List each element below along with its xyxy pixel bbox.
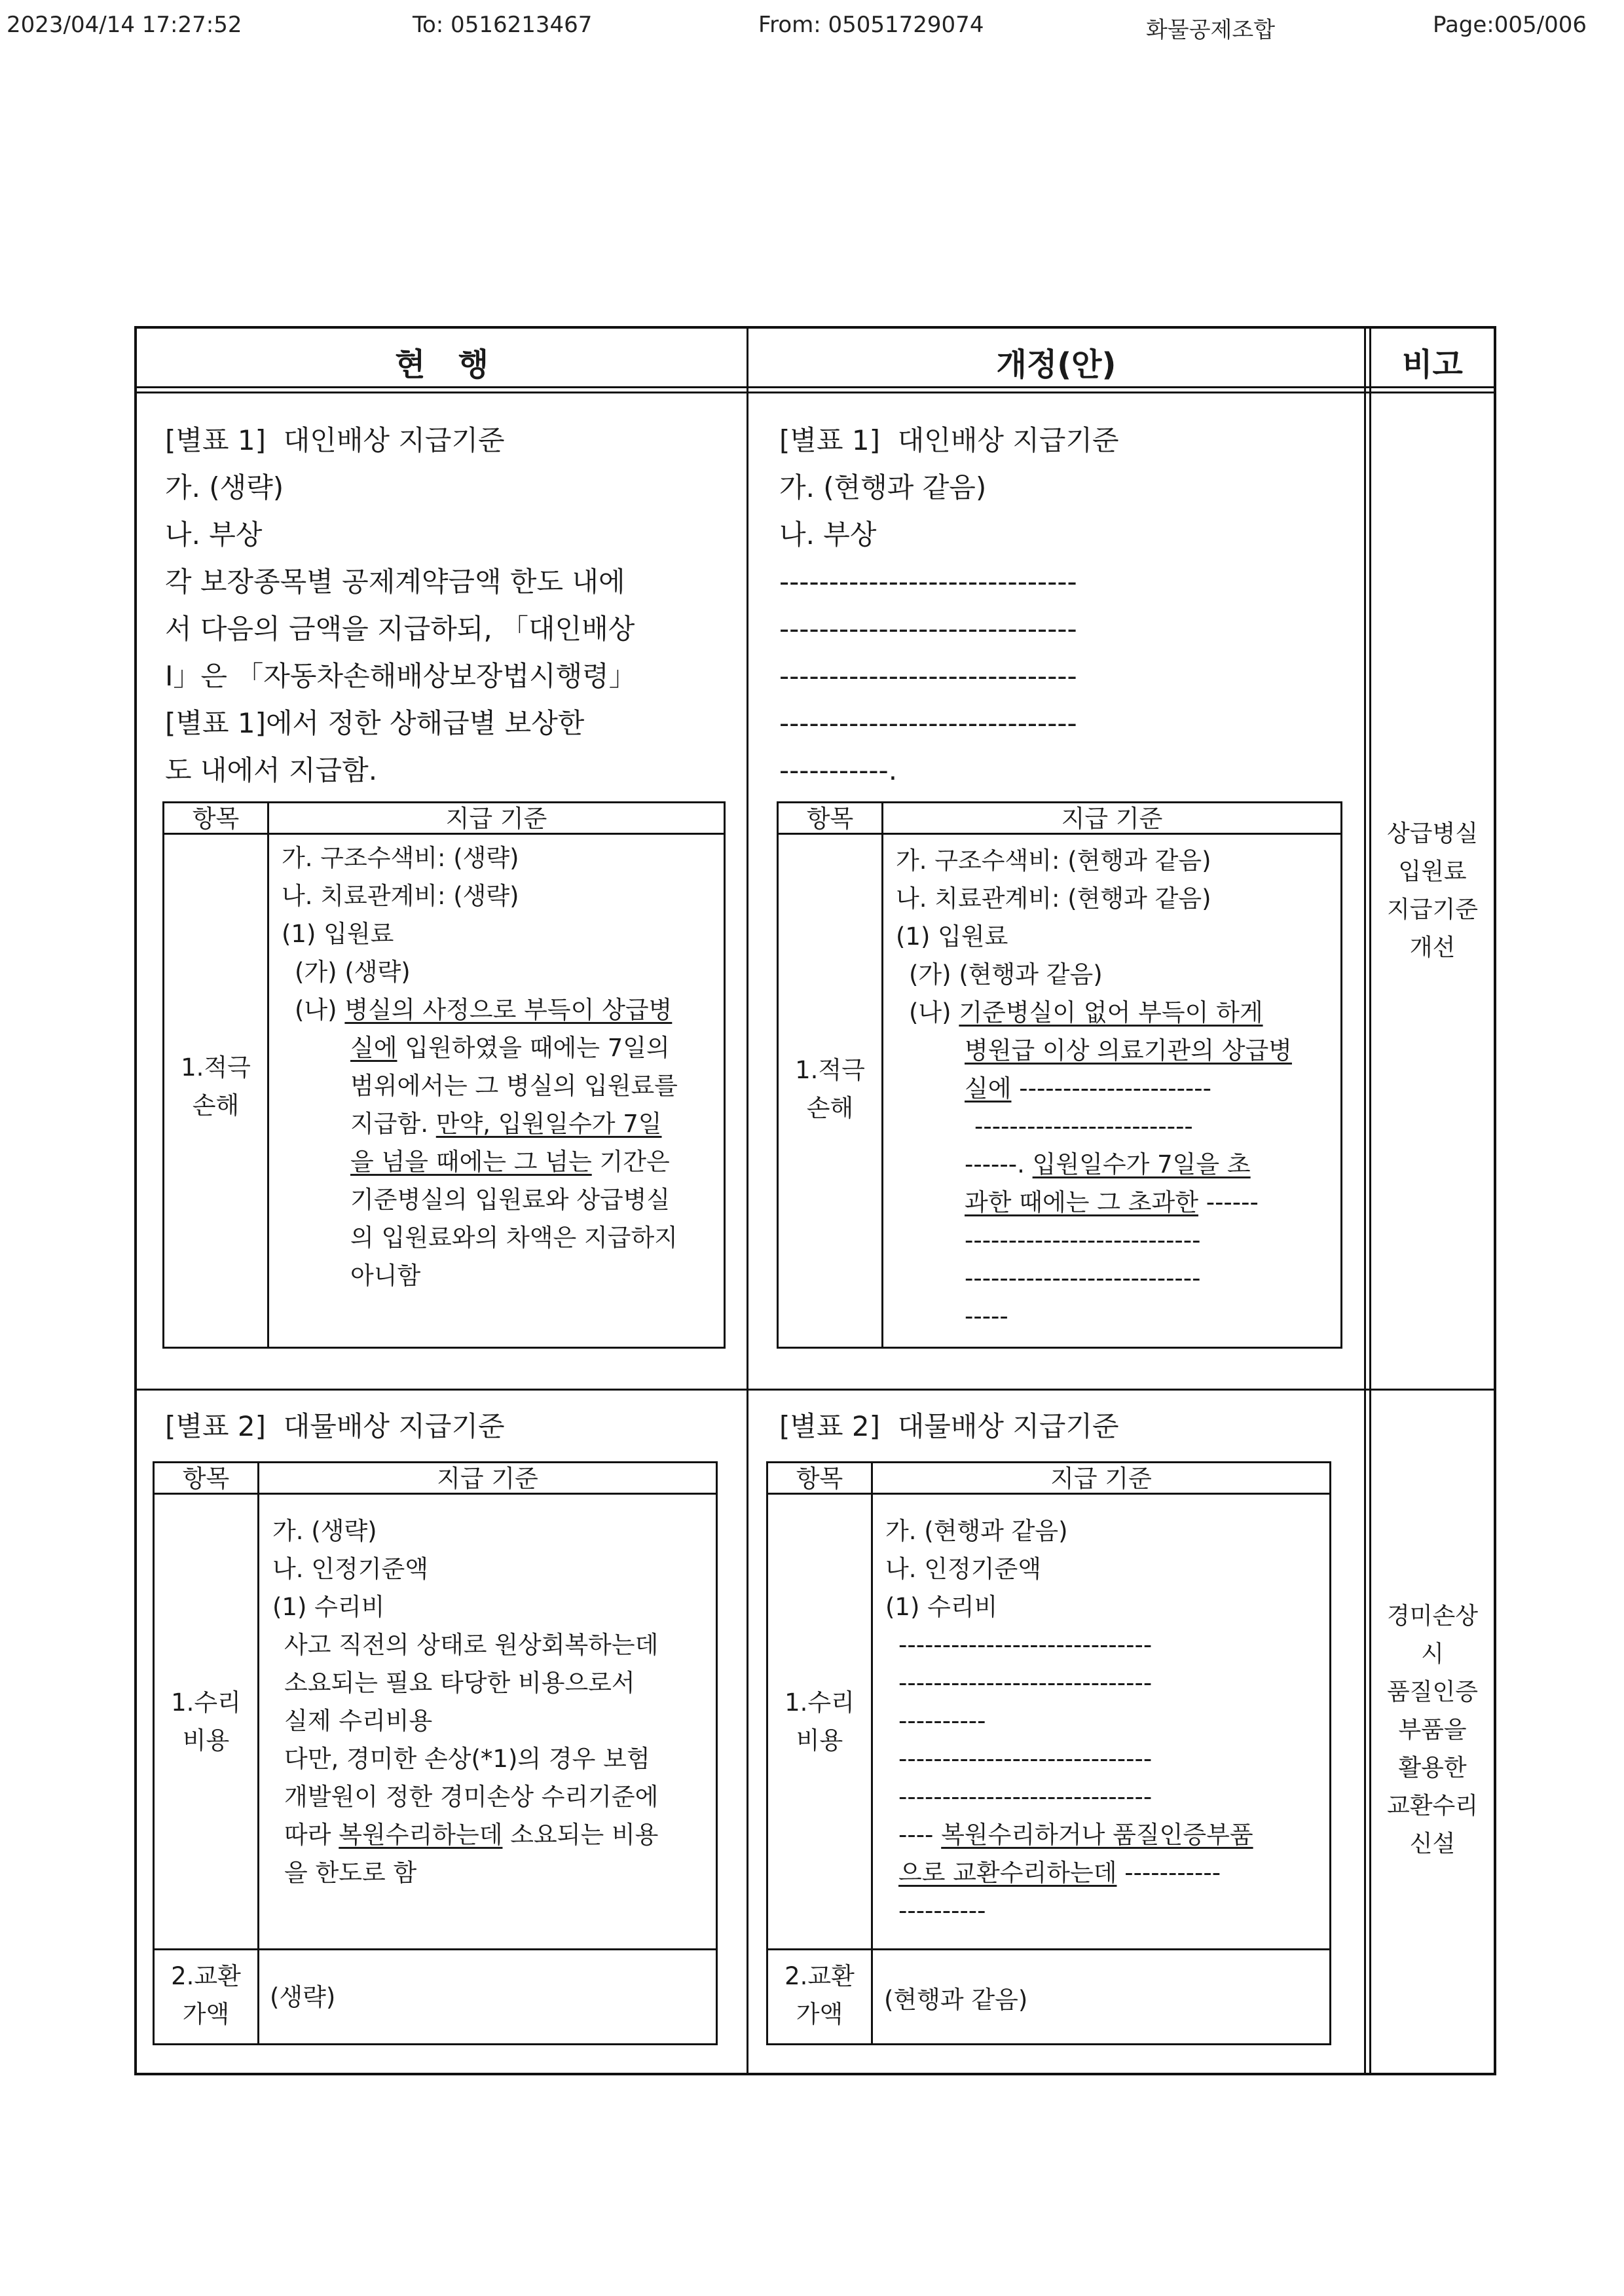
remark-line: 교환수리 <box>1386 1793 1479 1819</box>
criteria-line: 따라 복원수리하는데 소요되는 비용 <box>284 1821 659 1849</box>
criteria-line: (나) 기준병실이 없어 부득이 하게 <box>909 998 1263 1027</box>
section1-revised-item-ga: 가. (현행과 같음) <box>779 471 987 503</box>
criteria-line: 나. 인정기준액 <box>272 1555 428 1583</box>
section2-current-col-criteria: 지급 기준 <box>437 1465 538 1493</box>
criteria-line: 으로 교환수리하는데 ----------- <box>898 1859 1221 1887</box>
section1-current-row-label: 1.적극 <box>181 1053 251 1082</box>
criteria-line: 가. 구조수색비: (생략) <box>282 844 519 872</box>
criteria-line: 병원급 이상 의료기관의 상급병 <box>965 1036 1292 1065</box>
criteria-line: 나. 인정기준액 <box>885 1555 1041 1583</box>
criteria-line: ----------------------------- <box>898 1745 1153 1773</box>
criteria-line: 다만, 경미한 손상(*1)의 경우 보험 <box>284 1745 650 1773</box>
criteria-line: (1) 입원료 <box>282 920 394 948</box>
remark-line: 신설 <box>1409 1831 1456 1857</box>
criteria-line: (1) 입원료 <box>896 922 1008 951</box>
section1-revised-dash-line: ------------------------------ <box>779 566 1077 598</box>
section1-revised-dash-line: ------------------------------ <box>779 613 1077 645</box>
criteria-line: 가. (생략) <box>272 1517 377 1545</box>
criteria-line: ----- <box>965 1302 1008 1330</box>
criteria-line: ---------- <box>898 1707 986 1735</box>
section1-current-para-line: 도 내에서 지급함. <box>165 754 378 786</box>
section2-revised-row2-label: 가액 <box>796 2000 843 2028</box>
criteria-line: (1) 수리비 <box>885 1593 998 1621</box>
section1-current-item-na: 나. 부상 <box>165 519 263 551</box>
section2-revised-row1-label: 비용 <box>796 1726 843 1755</box>
criteria-line: --------------------------- <box>965 1226 1201 1254</box>
section1-revised-item-na: 나. 부상 <box>779 519 877 551</box>
remark-line: 활용한 <box>1398 1755 1467 1781</box>
section1-current-para-line: Ⅰ」은 「자동차손해배상보장법시행령」 <box>165 660 637 692</box>
criteria-line: ------------------------- <box>974 1112 1193 1140</box>
criteria-line: (가) (생략) <box>295 958 411 986</box>
criteria-line: 기준병실의 입원료와 상급병실 <box>350 1186 671 1214</box>
criteria-line: ---- 복원수리하거나 품질인증부품 <box>898 1821 1253 1849</box>
criteria-line: ----------------------------- <box>898 1783 1153 1811</box>
section2-current-title: [별표 2] 대물배상 지급기준 <box>165 1410 505 1442</box>
criteria-line: 범위에서는 그 병실의 입원료를 <box>350 1072 678 1100</box>
remark-line: 경미손상 <box>1386 1603 1479 1630</box>
criteria-line: 아니함 <box>350 1262 421 1290</box>
section2-revised-title: [별표 2] 대물배상 지급기준 <box>779 1410 1119 1442</box>
remark-line: 지급기준 <box>1386 896 1479 923</box>
criteria-line: 실제 수리비용 <box>284 1707 433 1735</box>
section2-revised-col-criteria: 지급 기준 <box>1050 1465 1152 1493</box>
criteria-line: 사고 직전의 상태로 원상회복하는데 <box>284 1631 659 1659</box>
criteria-line: ----------------------------- <box>898 1669 1153 1697</box>
section1-revised-title: [별표 1] 대인배상 지급기준 <box>779 424 1119 456</box>
fax-page: Page:005/006 <box>1433 12 1587 38</box>
criteria-line: ------. 입원일수가 7일을 초 <box>965 1150 1251 1178</box>
section1-current-title: [별표 1] 대인배상 지급기준 <box>165 424 505 456</box>
criteria-line: 지급함. 만약, 입원일수가 7일 <box>350 1110 662 1138</box>
section1-current-col-criteria: 지급 기준 <box>445 805 547 833</box>
criteria-line: (1) 수리비 <box>272 1593 385 1621</box>
criteria-line: 과한 때에는 그 초과한 ------ <box>965 1188 1259 1216</box>
fax-from: From: 05051729074 <box>758 12 984 38</box>
section1-revised-dash-line: ------------------------------ <box>779 660 1077 692</box>
fax-to: To: 0516213467 <box>413 12 593 38</box>
criteria-line: 을 넘을 때에는 그 넘는 기간은 <box>350 1148 670 1176</box>
section1-revised-dash-line: ------------------------------ <box>779 707 1077 739</box>
remark-line: 개선 <box>1409 934 1456 961</box>
section1-current-para-line: 각 보장종목별 공제계약금액 한도 내에 <box>165 566 625 598</box>
section2-current-row2-label: 2.교환 <box>171 1962 241 1990</box>
section2-revised-row2-value: (현행과 같음) <box>884 1986 1028 2014</box>
section1-current-col-item: 항목 <box>192 805 240 833</box>
section1-current-row-label: 손해 <box>192 1091 240 1120</box>
section2-current-row1-label: 1.수리 <box>171 1688 241 1717</box>
header-current: 현 행 <box>395 346 489 383</box>
remark-line: 품질인증 <box>1386 1679 1479 1705</box>
fax-sender: 화물공제조합 <box>1146 17 1276 43</box>
criteria-line: --------------------------- <box>965 1264 1201 1292</box>
section2-current-row1-label: 비용 <box>182 1726 230 1755</box>
section1-revised-row-label: 손해 <box>806 1094 854 1122</box>
section1-revised-col-item: 항목 <box>806 805 854 833</box>
remark-line: 상급병실 <box>1386 820 1479 847</box>
section2-current-col-item: 항목 <box>182 1465 230 1493</box>
criteria-line: 소요되는 필요 타당한 비용으로서 <box>284 1669 635 1697</box>
section1-revised-row-label: 1.적극 <box>795 1056 865 1084</box>
criteria-line: 개발원이 정한 경미손상 수리기준에 <box>284 1783 659 1811</box>
header-remarks: 비고 <box>1402 346 1463 383</box>
section2-revised-col-item: 항목 <box>796 1465 843 1493</box>
section2-current-row2-label: 가액 <box>182 2000 230 2028</box>
header-revised: 개정(안) <box>996 346 1116 383</box>
criteria-line: 을 한도로 함 <box>284 1859 417 1887</box>
criteria-line: (가) (현행과 같음) <box>909 960 1103 989</box>
remark-line: 시 <box>1421 1641 1444 1667</box>
criteria-line: 실에 ---------------------- <box>965 1074 1211 1102</box>
remark-line: 입원료 <box>1398 858 1467 885</box>
criteria-line: ---------- <box>898 1897 986 1925</box>
remark-line: 부품을 <box>1398 1717 1467 1743</box>
criteria-line: 실에 입원하였을 때에는 7일의 <box>350 1034 670 1062</box>
section1-current-para-line: [별표 1]에서 정한 상해급별 보상한 <box>165 707 585 739</box>
section2-revised-row1-label: 1.수리 <box>784 1688 855 1717</box>
section1-revised-dash-line: -----------. <box>779 754 898 786</box>
criteria-line: 나. 치료관계비: (생략) <box>282 882 519 910</box>
criteria-line: 의 입원료와의 차액은 지급하지 <box>350 1224 678 1252</box>
section2-revised-row2-label: 2.교환 <box>784 1962 855 1990</box>
criteria-line: 가. 구조수색비: (현행과 같음) <box>896 847 1211 875</box>
section2-current-row2-value: (생략) <box>270 1983 336 2011</box>
fax-datetime: 2023/04/14 17:27:52 <box>7 12 242 38</box>
criteria-line: 나. 치료관계비: (현행과 같음) <box>896 884 1211 913</box>
section1-revised-col-criteria: 지급 기준 <box>1061 805 1163 833</box>
section1-current-item-ga: 가. (생략) <box>165 471 284 503</box>
criteria-line: (나) 병실의 사정으로 부득이 상급병 <box>295 996 673 1024</box>
section1-current-para-line: 서 다음의 금액을 지급하되, 「대인배상 <box>165 613 635 645</box>
criteria-line: ----------------------------- <box>898 1631 1153 1659</box>
criteria-line: 가. (현행과 같음) <box>885 1517 1068 1545</box>
